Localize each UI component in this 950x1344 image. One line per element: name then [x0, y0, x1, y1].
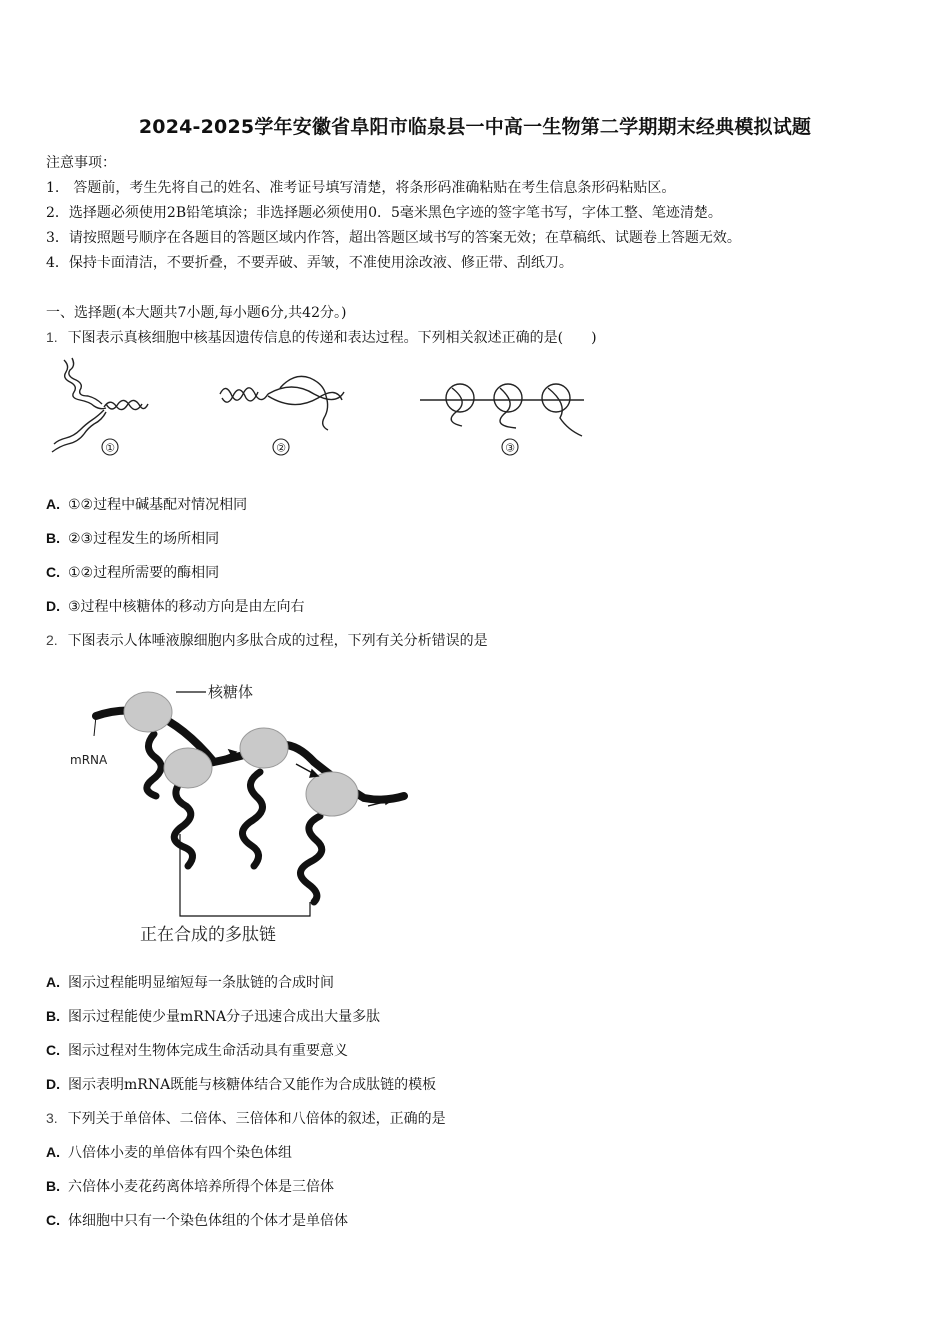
question-text: 下图表示人体唾液腺细胞内多肽合成的过程，下列有关分析错误的是 [67, 633, 488, 649]
option [46, 1040, 348, 1060]
option [46, 972, 334, 992]
option-text: ①②过程所需要的酶相同 [68, 565, 220, 581]
option-text: 六倍体小麦花药离体培养所得个体是三倍体 [68, 1179, 334, 1195]
option-text: 图示过程能使少量mRNA分子迅速合成出大量多肽 [68, 1009, 381, 1025]
question-2-stem [46, 630, 488, 650]
option [46, 562, 219, 582]
option-text: 图示过程能明显缩短每一条肽链的合成时间 [68, 975, 334, 991]
option [46, 528, 219, 548]
option-text: ③过程中核糖体的移动方向是由左向右 [68, 599, 305, 615]
notice-item: 4．保持卡面清洁，不要折叠，不要弄破、弄皱，不准使用涂改液、修正带、刮纸刀。 [46, 255, 573, 271]
notice-item: 3．请按照题号顺序在各题目的答题区域内作答，超出答题区域书写的答案无效；在草稿纸、试题卷上答题无效。 [46, 230, 741, 246]
bracket-line [180, 834, 310, 916]
option [46, 1176, 334, 1196]
question-text: 下图表示真核细胞中核基因遗传信息的传递和表达过程。下列相关叙述正确的是( ) [67, 330, 597, 346]
option-key: D. [46, 1076, 60, 1092]
option-text: ①②过程中碱基配对情况相同 [68, 497, 248, 513]
option [46, 1142, 292, 1162]
option-text: 体细胞中只有一个染色体组的个体才是单倍体 [68, 1213, 348, 1229]
question-number: 2. [46, 632, 58, 648]
label-ribosome: 核糖体 [208, 683, 254, 701]
option-text: ②③过程发生的场所相同 [68, 531, 220, 547]
option [46, 494, 247, 514]
figure-replication-transcription-translation [44, 352, 604, 462]
option [46, 1006, 380, 1026]
notice-item: 2．选择题必须使用2B铅笔填涂；非选择题必须使用0．5毫米黑色字迹的签字笔书写，字体工整、笔迹清楚。 [46, 205, 722, 221]
question-1-stem [46, 327, 597, 347]
option [46, 1210, 348, 1230]
option-text: 图示过程对生物体完成生命活动具有重要意义 [68, 1043, 348, 1059]
question-number: 3. [46, 1110, 58, 1126]
option-text: 八倍体小麦的单倍体有四个染色体组 [68, 1145, 292, 1161]
option-key: B. [46, 1008, 60, 1024]
question-text: 下列关于单倍体、二倍体、三倍体和八倍体的叙述，正确的是 [67, 1111, 446, 1127]
notice-item: 1. 答题前，考生先将自己的姓名、准考证号填写清楚，将条形码准确粘贴在考生信息条形码粘贴区。 [46, 180, 676, 196]
figure-label-3: ③ [505, 441, 515, 455]
option-key: B. [46, 530, 60, 546]
option-key: C. [46, 1212, 60, 1228]
notice-heading: 注意事项： [46, 155, 116, 171]
question-number: 1. [46, 329, 58, 345]
figure-polyribosome [64, 676, 424, 956]
option-key: C. [46, 1042, 60, 1058]
option-key: D. [46, 598, 60, 614]
question-3-stem [46, 1108, 446, 1128]
figure-label-1: ① [105, 441, 115, 455]
section-heading: 一、选择题(本大题共7小题,每小题6分,共42分。) [46, 305, 347, 321]
option [46, 596, 305, 616]
option-key: A. [46, 974, 60, 990]
figure-1-replication [52, 358, 148, 452]
figure-label-2: ② [276, 441, 286, 455]
option-key: C. [46, 564, 60, 580]
option [46, 1074, 436, 1094]
page-title: 2024-2025学年安徽省阜阳市临泉县一中高一生物第二学期期末经典模拟试题 [138, 116, 812, 138]
option-key: A. [46, 496, 60, 512]
option-text: 图示表明mRNA既能与核糖体结合又能作为合成肽链的模板 [68, 1077, 437, 1093]
option-key: A. [46, 1144, 60, 1160]
label-mrna: mRNA [70, 753, 108, 767]
label-polypeptide: 正在合成的多肽链 [140, 925, 276, 945]
figure-2-transcription [220, 376, 344, 430]
option-key: B. [46, 1178, 60, 1194]
figure-3-translation [420, 384, 584, 436]
